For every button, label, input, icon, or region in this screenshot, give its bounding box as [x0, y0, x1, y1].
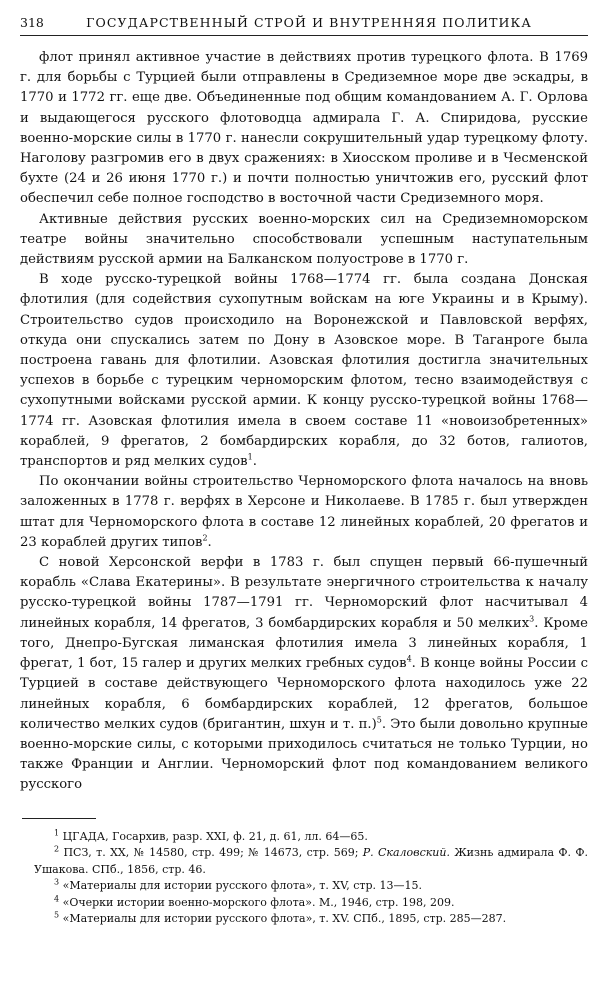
footnote-4: [34, 895, 588, 912]
paragraph-text: . Кроме того, Днепро-Бугская лиманская флотилия имела 3 линейных корабля, 1 фрегат, 1 бот, 15 галер и других мелких гребных судов: [20, 615, 588, 672]
footnote-ref-4[interactable]: 4: [406, 654, 412, 664]
paragraph-text: . Это были довольно крупные военно-морские силы, с которыми приходилось считаться не только Турции, но также Франции и Англии. Черноморский флот под командованием великого русского: [20, 716, 588, 793]
paragraph-text: флот принял активное участие в действиях против турецкого флота. В 1769 г. для борьбы с Турцией были отправлены в Средиземное море две эскадры, в 1770 и 1772 гг. еще две. Объединенные под общим командованием А. Г. Орлова и выдающегося русского флотоводца адмирала Г. А. Спиридова, русские военно-морские силы в 1770 г. нанесли сокрушительный удар турецкому флоту. Наголову разгромив его в двух сражениях: в Хиосском проливе и в Чесменской бухте (24 и 26 июня 1770 г.) и почти полностью уничтожив его, русский флот обеспечил себе полное господство в восточной части Средиземного моря.: [20, 50, 588, 207]
paragraph-tail: .: [252, 454, 257, 470]
paragraph-text: Активные действия русских военно-морских сил на Средиземноморском театре войны значительно способствовали успешным наступательным действиям русской армии на Балканском полуострове в 1770 г.: [20, 211, 588, 268]
footnote-mark: 1: [54, 827, 60, 837]
paragraph-1: [20, 48, 588, 210]
footnotes: [20, 829, 588, 929]
body-text: [20, 48, 588, 796]
paragraph-text: . В конце войны России с Турцией в составе действующего Черноморского флота находилось уже 22 линейных корабля, 6 бомбардирских кораблей, 12 фрегатов, большое количество мелких судов (бригантин, шхун и т. п.): [20, 656, 588, 732]
footnote-mark: 3: [54, 877, 60, 887]
footnote-author: Р. Скаловский.: [362, 846, 450, 860]
footnote-5: [34, 911, 588, 928]
footnote-text: ЦГАДА, Госархив, разр. XXI, ф. 21, д. 61, лл. 64—65.: [62, 829, 368, 843]
paragraph-text: С новой Херсонской верфи в 1783 г. был спущен первый 66-пушечный корабль «Слава Екатерины». В результате энергичного строительства к началу русско-турецкой войны 1787—1791 гг. Черноморский флот насчитывал 4 линейных корабля, 14 фрегатов, 3 бомбардирских корабля и 50 мелких: [20, 555, 588, 631]
footnote-text: «Очерки истории военно-морского флота». М., 1946, стр. 198, 209.: [62, 895, 455, 909]
footnote-mark: 2: [54, 844, 60, 854]
footnote-1: [34, 829, 588, 846]
footnote-text: «Материалы для истории русского флота», т. XV, стр. 13—15.: [62, 879, 423, 893]
footnote-2: [34, 845, 588, 878]
paragraph-text: В ходе русско-турецкой войны 1768—1774 гг. была создана Донская флотилия (для содействия сухопутным войскам на юге Украины и в Крыму). Строительство судов происходило на Воронежской и Павловской верфях, откуда они спускались затем по Дону в Азовское море. В Таганроге была построена гавань для флотилии. Азовская флотилия достигла значительных успехов в борьбе с турецким черноморским флотом, тесно взаимодействуя с сухопутными войсками русской армии. К концу русско-турецкой войны 1768—1774 гг. Азовская флотилия имела в своем составе 11 «новоизобретенных» кораблей, 9 фрегатов, 2 бомбардирских корабля, до 32 ботов, галиотов, транспортов и ряд мелких судов: [20, 272, 588, 470]
footnote-ref-5[interactable]: 5: [376, 715, 382, 725]
footnote-ref-3[interactable]: 3: [529, 614, 535, 624]
footnote-3: [34, 878, 588, 895]
footnote-divider: [22, 818, 96, 819]
paragraph-4: [20, 472, 588, 553]
paragraph-text: По окончании войны строительство Черноморского флота началось на вновь заложенных в 1778 г. верфях в Херсоне и Николаеве. В 1785 г. был утвержден штат для Черноморского флота в составе 12 линейных кораблей, 20 фрегатов и 23 кораблей других типов: [20, 474, 588, 550]
paragraph-tail: .: [207, 534, 212, 550]
footnote-mark: 4: [54, 894, 60, 904]
paragraph-2: [20, 210, 588, 271]
footnote-mark: 5: [54, 910, 60, 920]
page-header: [20, 14, 588, 36]
footnote-text: ПСЗ, т. XX, № 14580, стр. 499; № 14673, стр. 569;: [63, 846, 363, 860]
footnote-ref-2[interactable]: 2: [202, 533, 208, 543]
footnote-text-tail: Жизнь адмирала Ф. Ф. Ушакова. СПб., 1856, стр. 46.: [34, 846, 588, 876]
paragraph-5: [20, 553, 588, 795]
running-title: ГОСУДАРСТВЕННЫЙ СТРОЙ И ВНУТРЕННЯЯ ПОЛИТИКА: [86, 15, 532, 30]
footnote-ref-1[interactable]: 1: [247, 452, 253, 462]
paragraph-3: [20, 270, 588, 472]
footnote-text: «Материалы для истории русского флота», т. XV. СПб., 1895, стр. 285—287.: [62, 912, 507, 926]
page-number: 318: [20, 15, 44, 30]
